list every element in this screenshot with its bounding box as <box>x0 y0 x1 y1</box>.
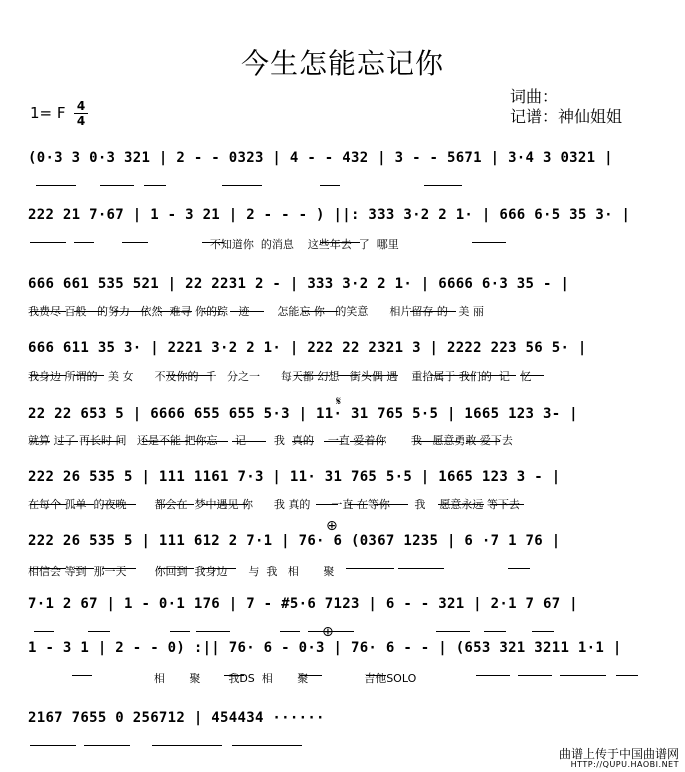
underline-row-6 <box>28 490 660 494</box>
time-bottom: 4 <box>76 114 86 128</box>
notation-row-8: 7·1 2 67 | 1 - 0·1 176 | 7 - #5·6 7123 | 6 - - 321 | 2·1 7 67 | <box>28 596 578 612</box>
lyric-row-9: 相 聚 我DS 相 聚 吉他SOLO <box>28 672 417 685</box>
key-signature: 1= F <box>30 104 66 122</box>
lyric-row-3: 我费尽 百般 的努力 依然 难寻 你的踪 迹 怎能忘 你 的笑意 相片留存 的 美 丽 <box>28 305 484 318</box>
lyric-row-7: 相信会 等到 那一天 你回到 我身边 与 我 相 聚 <box>28 565 335 578</box>
underline-row-2 <box>28 228 660 232</box>
time-signature <box>74 100 88 127</box>
coda-mark-2: ⊕ <box>322 624 334 640</box>
time-top: 4 <box>76 99 86 113</box>
underline-row-8 <box>28 617 660 621</box>
underline-row-5 <box>28 427 660 431</box>
notation-row-6: 222 26 535 5 | 111 1161 7·3 | 11· 31 765 5·5 | 1665 123 3 - | <box>28 469 561 485</box>
notation-row-10: 2167 7655 0 256712 | 454434 ······ <box>28 710 325 726</box>
notation-row-3: 666 661 535 521 | 22 2231 2 - | 333 3·2 2 1· | 6666 6·3 35 - | <box>28 276 570 292</box>
underline-row-4 <box>28 361 660 365</box>
notation-row-9: 1 - 3 1 | 2 - - 0) :|| 76· 6 - 0·3 | 76· 6 - - | (653 321 3211 1·1 | <box>28 640 622 656</box>
lyric-row-6: 在每个 孤单 的夜晚 都会在 梦中遇见 你 我 真的 一直 在等你 我 愿意永远 等下去 <box>28 498 520 511</box>
notation-row-5: 22 22 653 5 | 6666 655 655 5·3 | 11· 31 765 5·5 | 1665 123 3- | <box>28 406 578 422</box>
underline-row-9 <box>28 661 660 665</box>
notation-row-2: 222 21 7·67 | 1 - 3 21 | 2 - - - ) ||: 333 3·2 2 1· | 666 6·5 35 3· | <box>28 207 631 223</box>
lyricist-composer: 词曲： <box>510 87 559 106</box>
transcriber: 记谱：神仙姐姐 <box>510 107 623 126</box>
underline-row-7 <box>28 554 660 558</box>
segno-mark: 𝄋 <box>336 394 342 408</box>
notation-row-1: (0·3 3 0·3 321 | 2 - - 0323 | 4 - - 432 | 3 - - 5671 | 3·4 3 0321 | <box>28 150 613 166</box>
lyric-row-1 <box>28 176 660 192</box>
underline-row-10 <box>28 731 660 735</box>
coda-mark-1: ⊕ <box>326 518 338 534</box>
lyric-row-4: 我身边 所谓的 美 女 不及你的 千 分之一 每天都 幻想 街头偶 遇 重拾属于 我们的 记 忆 <box>28 370 532 383</box>
underline-row-1 <box>28 171 660 175</box>
underline-row-3 <box>28 297 660 301</box>
lyric-row-5: 就算 过了 再长时 间 还是不能 把你忘 记 我 真的 一直 爱着你 我 愿意勇敢 爱下去 <box>28 434 513 447</box>
lyric-row-2: 不知道你 的消息 这些年去 了 哪里 <box>28 238 399 251</box>
watermark-line-1: 曲谱上传于中国曲谱网 <box>558 747 679 761</box>
watermark-line-2: HTTP://QUPU.HAOBI.NET <box>570 760 679 769</box>
notation-row-7: 222 26 535 5 | 111 612 2 7·1 | 76· 6 (0367 1235 | 6 ·7 1 76 | <box>28 533 561 549</box>
score-title: 今生怎能忘记你 <box>240 47 444 80</box>
notation-row-4: 666 611 35 3· | 2221 3·2 2 1· | 222 22 2321 3 | 2222 223 56 5· | <box>28 340 587 356</box>
